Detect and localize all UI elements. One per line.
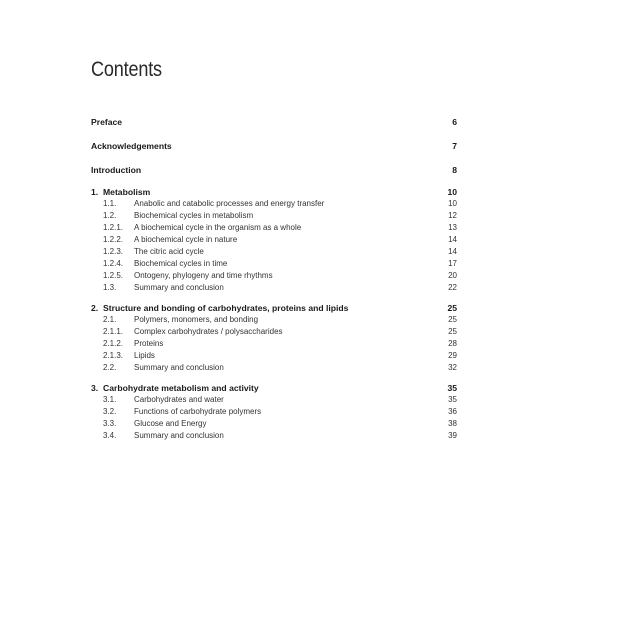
- toc-entry-number: 1.2.1.: [103, 223, 124, 232]
- toc-page-number: 10: [448, 199, 457, 208]
- toc-entry-number: 2.1.3.: [103, 351, 124, 360]
- toc-entry-number: 2.1.: [103, 315, 117, 324]
- toc-entry-label: Preface: [91, 117, 123, 127]
- toc-entry-label: A biochemical cycle in nature: [134, 235, 238, 244]
- toc-entry-label: Biochemical cycles in time: [134, 259, 228, 268]
- toc-page-number: 6: [452, 117, 457, 127]
- toc-entry-number: 1.2.: [103, 211, 117, 220]
- toc-entry-number: 1.: [91, 187, 99, 197]
- toc-section-row[interactable]: [91, 350, 457, 362]
- toc-section-row[interactable]: [91, 326, 457, 338]
- toc-page-number: 36: [448, 407, 457, 416]
- toc-entry-label: A biochemical cycle in the organism as a whole: [134, 223, 302, 232]
- toc-entry-label: Carbohydrates and water: [134, 395, 224, 404]
- toc-page-number: 25: [448, 327, 457, 336]
- toc-page-number: 14: [448, 247, 457, 256]
- toc-entry-number: 3.1.: [103, 395, 117, 404]
- toc-entry-number: 1.3.: [103, 283, 117, 292]
- toc-page-number: 35: [448, 395, 457, 404]
- toc-section-row[interactable]: [91, 270, 457, 282]
- toc-entry-number: 1.2.3.: [103, 247, 124, 256]
- toc-entry-label: Summary and conclusion: [134, 283, 224, 292]
- toc-section-row[interactable]: [91, 338, 457, 350]
- toc-section-row[interactable]: [91, 394, 457, 406]
- toc-page-number: 38: [448, 419, 457, 428]
- toc-chapter-row[interactable]: [91, 302, 457, 314]
- toc-entry-label: Metabolism: [103, 187, 151, 197]
- toc-entry-label: Proteins: [134, 339, 164, 348]
- toc-page-number: 17: [448, 259, 457, 268]
- toc-page-number: 35: [447, 383, 457, 393]
- toc-page-number: 20: [448, 271, 457, 280]
- toc-chapter-row[interactable]: [91, 140, 457, 152]
- toc-page-number: 32: [448, 363, 457, 372]
- toc-section-row[interactable]: [91, 362, 457, 374]
- toc-section-row[interactable]: [91, 222, 457, 234]
- toc-entry-number: 1.1.: [103, 199, 117, 208]
- toc-page-number: 12: [448, 211, 457, 220]
- toc-page-number: 28: [448, 339, 457, 348]
- toc-entry-label: Carbohydrate metabolism and activity: [103, 383, 259, 393]
- toc-entry-number: 1.2.4.: [103, 259, 124, 268]
- toc-entry-label: The citric acid cycle: [134, 247, 204, 256]
- toc-page-number: 14: [448, 235, 457, 244]
- toc-entry-number: 3.: [91, 383, 99, 393]
- toc-chapter-row[interactable]: [91, 186, 457, 198]
- toc-page-number: 13: [448, 223, 457, 232]
- toc-entry-number: 2.2.: [103, 363, 117, 372]
- toc-entry-label: Summary and conclusion: [134, 363, 224, 372]
- toc-section-row[interactable]: [91, 282, 457, 294]
- toc-section-row[interactable]: [91, 246, 457, 258]
- toc-entry-label: Acknowledgements: [91, 141, 172, 151]
- toc-section-row[interactable]: [91, 406, 457, 418]
- toc-page-number: 39: [448, 431, 457, 440]
- toc-entry-number: 3.3.: [103, 419, 117, 428]
- toc-entry-number: 2.: [91, 303, 99, 313]
- toc-chapter-row[interactable]: [91, 382, 457, 394]
- toc-entry-label: Functions of carbohydrate polymers: [134, 407, 262, 416]
- toc-chapter-row[interactable]: [91, 116, 457, 128]
- toc-section-row[interactable]: [91, 418, 457, 430]
- toc-section-row[interactable]: [91, 198, 457, 210]
- toc-page-number: 29: [448, 351, 457, 360]
- toc-entry-label: Structure and bonding of carbohydrates, proteins and lipids: [103, 303, 349, 313]
- toc-entry-label: Polymers, monomers, and bonding: [134, 315, 259, 324]
- toc-entry-label: Lipids: [134, 351, 155, 360]
- toc-section-row[interactable]: [91, 210, 457, 222]
- toc-entry-number: 3.2.: [103, 407, 117, 416]
- page-title: Contents: [91, 58, 162, 81]
- toc-page-number: 10: [447, 187, 457, 197]
- toc-section-row[interactable]: [91, 314, 457, 326]
- toc-section-row[interactable]: [91, 430, 457, 442]
- toc-entry-label: Anabolic and catabolic processes and energy transfer: [134, 199, 325, 208]
- toc-entry-number: 1.2.5.: [103, 271, 124, 280]
- toc-page-number: 8: [452, 165, 457, 175]
- toc-entry-label: Biochemical cycles in metabolism: [134, 211, 254, 220]
- toc-page-number: 25: [448, 315, 457, 324]
- toc-entry-label: Complex carbohydrates / polysaccharides: [134, 327, 283, 336]
- toc-entry-number: 3.4.: [103, 431, 117, 440]
- toc-section-row[interactable]: [91, 234, 457, 246]
- toc-entry-label: Summary and conclusion: [134, 431, 224, 440]
- toc-entry-label: Ontogeny, phylogeny and time rhythms: [134, 271, 273, 280]
- toc-entry-number: 1.2.2.: [103, 235, 124, 244]
- toc-entry-label: Introduction: [91, 165, 142, 175]
- toc-entry-number: 2.1.1.: [103, 327, 124, 336]
- toc-section-row[interactable]: [91, 258, 457, 270]
- toc-chapter-row[interactable]: [91, 164, 457, 176]
- toc-page-number: 7: [452, 141, 457, 151]
- toc-page-number: 25: [447, 303, 457, 313]
- toc-page-number: 22: [448, 283, 457, 292]
- toc-entry-number: 2.1.2.: [103, 339, 124, 348]
- toc-entry-label: Glucose and Energy: [134, 419, 207, 428]
